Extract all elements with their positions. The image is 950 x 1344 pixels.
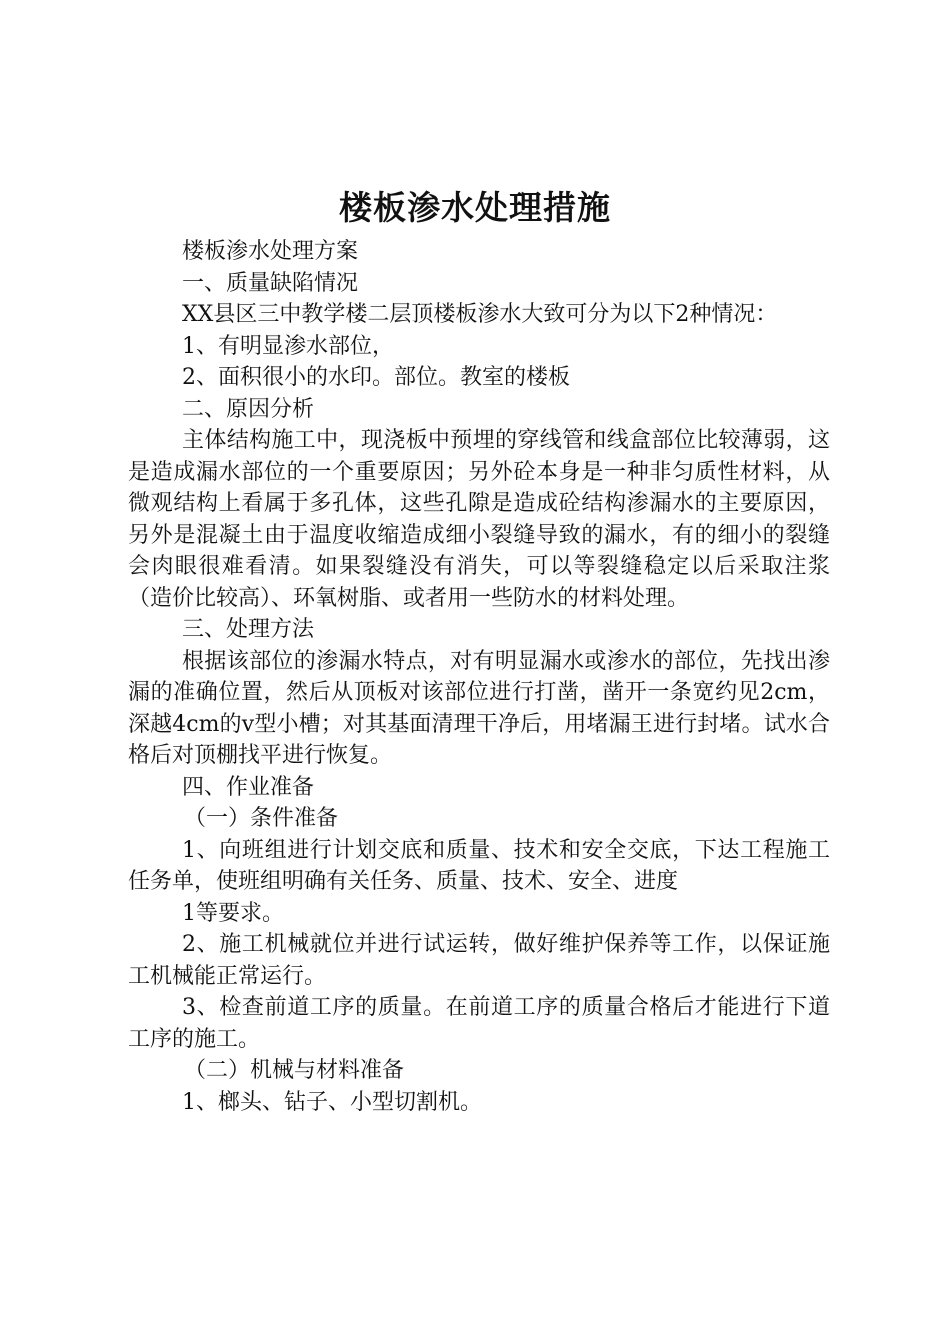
list-item-condition-1: 1、向班组进行计划交底和质量、技术和安全交底，下达工程施工任务单，使班组明确有关任务、质量、技术、安全、进度	[128, 837, 830, 894]
document-body	[128, 236, 830, 1118]
section-heading-defects: 一、质量缺陷情况	[182, 270, 359, 296]
section-heading-preparation: 四、作业准备	[182, 774, 315, 800]
list-item-condition-1-cont: 1等要求。	[182, 900, 284, 926]
section-heading-methods: 三、处理方法	[182, 617, 315, 642]
subsection-heading-equipment: （二）机械与材料准备	[184, 1058, 405, 1083]
list-item-defect-1: 1、有明显渗水部位，	[182, 333, 394, 359]
paragraph-methods: 根据该部位的渗漏水特点，对有明显漏水或渗水的部位，先找出渗漏的准确位置，然后从顶板对该部位进行打凿，凿开一条宽约见2cm，深越4cm的v型小槽；对其基面清理干净后，用堵漏王进行封堵。试水合格后对顶棚找平进行恢复。	[128, 648, 830, 768]
list-item-condition-3: 3、检查前道工序的质量。在前道工序的质量合格后才能进行下道工序的施工。	[128, 995, 830, 1052]
paragraph-defects: XX县区三中教学楼二层顶楼板渗水大致可分为以下2种情况：	[182, 302, 778, 327]
paragraph-plan-heading: 楼板渗水处理方案	[182, 239, 359, 264]
document-title: 楼板渗水处理措施	[339, 188, 611, 227]
paragraph-causes: 主体结构施工中，现浇板中预埋的穿线管和线盒部位比较薄弱，这是造成漏水部位的一个重要原因；另外砼本身是一种非匀质性材料，从微观结构上看属于多孔体，这些孔隙是造成砼结构渗漏水的主要原因，另外是混凝土由于温度收缩造成细小裂缝导致的漏水，有的细小的裂缝会肉眼很难看清。如果裂缝没有消失，可以等裂缝稳定以后采取注浆（造价比较高）、环氧树脂、或者用一些防水的材料处理。	[128, 428, 830, 611]
list-item-equipment-1: 1、榔头、钻子、小型切割机。	[182, 1089, 482, 1115]
list-item-condition-2: 2、施工机械就位并进行试运转，做好维护保养等工作，以保证施工机械能正常运行。	[128, 932, 830, 989]
list-item-defect-2: 2、面积很小的水印。部位。教室的楼板	[182, 365, 570, 390]
section-heading-causes: 二、原因分析	[182, 396, 315, 422]
subsection-heading-conditions: （一）条件准备	[184, 806, 339, 831]
